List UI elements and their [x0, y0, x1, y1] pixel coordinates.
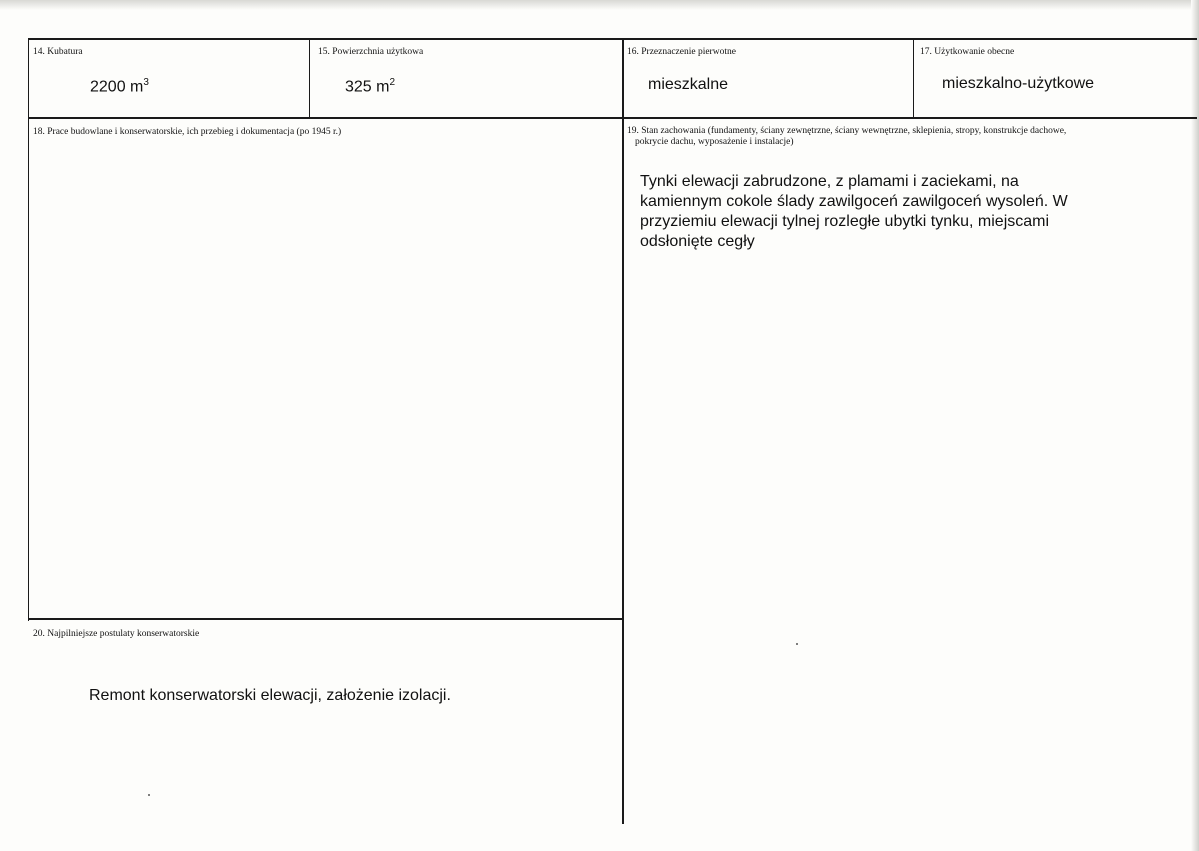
field-19-label-line-1: 19. Stan zachowania (fundamenty, ściany zewnętrzne, ściany wewnętrzne, sklepienia, stropy, konstrukcje dachowe,: [627, 126, 1067, 136]
field-20-label: 20. Najpilniejsze postulaty konserwatorskie: [33, 629, 200, 639]
divider-16-17: [913, 38, 914, 118]
divider-18-20: [28, 618, 623, 620]
field-18-label: 18. Prace budowlane i konserwatorskie, ich przebieg i dokumentacja (po 1945 r.): [33, 127, 342, 137]
field-19-text-line: Tynki elewacji zabrudzone, z plamami i zaciekami, na: [640, 173, 1019, 190]
field-15-label: 15. Powierzchnia użytkowa: [318, 47, 424, 57]
field-20-value: Remont konserwatorski elewacji, założenie izolacji.: [89, 687, 451, 704]
center-divider: [622, 38, 624, 824]
field-14-number: 2200 m: [90, 78, 144, 96]
field-16-label: 16. Przeznaczenie pierwotne: [627, 47, 736, 57]
field-14-value: [90, 77, 149, 96]
divider-14-15: [309, 38, 310, 118]
field-14-label: 14. Kubatura: [33, 47, 83, 57]
scan-right-edge: [1191, 0, 1199, 851]
scan-speck: [796, 643, 798, 645]
field-19-text-line: przyziemiu elewacji tylnej rozległe ubytki tynku, miejscami: [640, 213, 1050, 230]
field-19-text-line: odsłonięte cegły: [640, 233, 755, 250]
field-17-value: mieszkalno-użytkowe: [942, 75, 1095, 92]
field-16-value: mieszkalne: [648, 76, 729, 93]
field-14-unit-exponent: 3: [143, 77, 149, 88]
field-19-label-line-2: pokrycie dachu, wyposażenie i instalacje): [635, 137, 794, 147]
top-rule: [28, 38, 1197, 40]
field-19-text-line: kamiennym cokole ślady zawilgoceń zawilgoceń wysoleń. W: [640, 193, 1068, 210]
field-15-value: [345, 77, 395, 96]
field-17-label: 17. Użytkowanie obecne: [920, 47, 1015, 57]
field-19-text: [640, 172, 1068, 252]
scan-top-edge: [0, 0, 1199, 10]
left-border: [28, 38, 29, 621]
field-15-unit-exponent: 2: [389, 77, 396, 88]
scan-speck: [148, 794, 150, 796]
row-divider: [28, 117, 1197, 119]
field-15-number: 325 m: [345, 78, 390, 96]
field-19-label: [627, 126, 1066, 148]
